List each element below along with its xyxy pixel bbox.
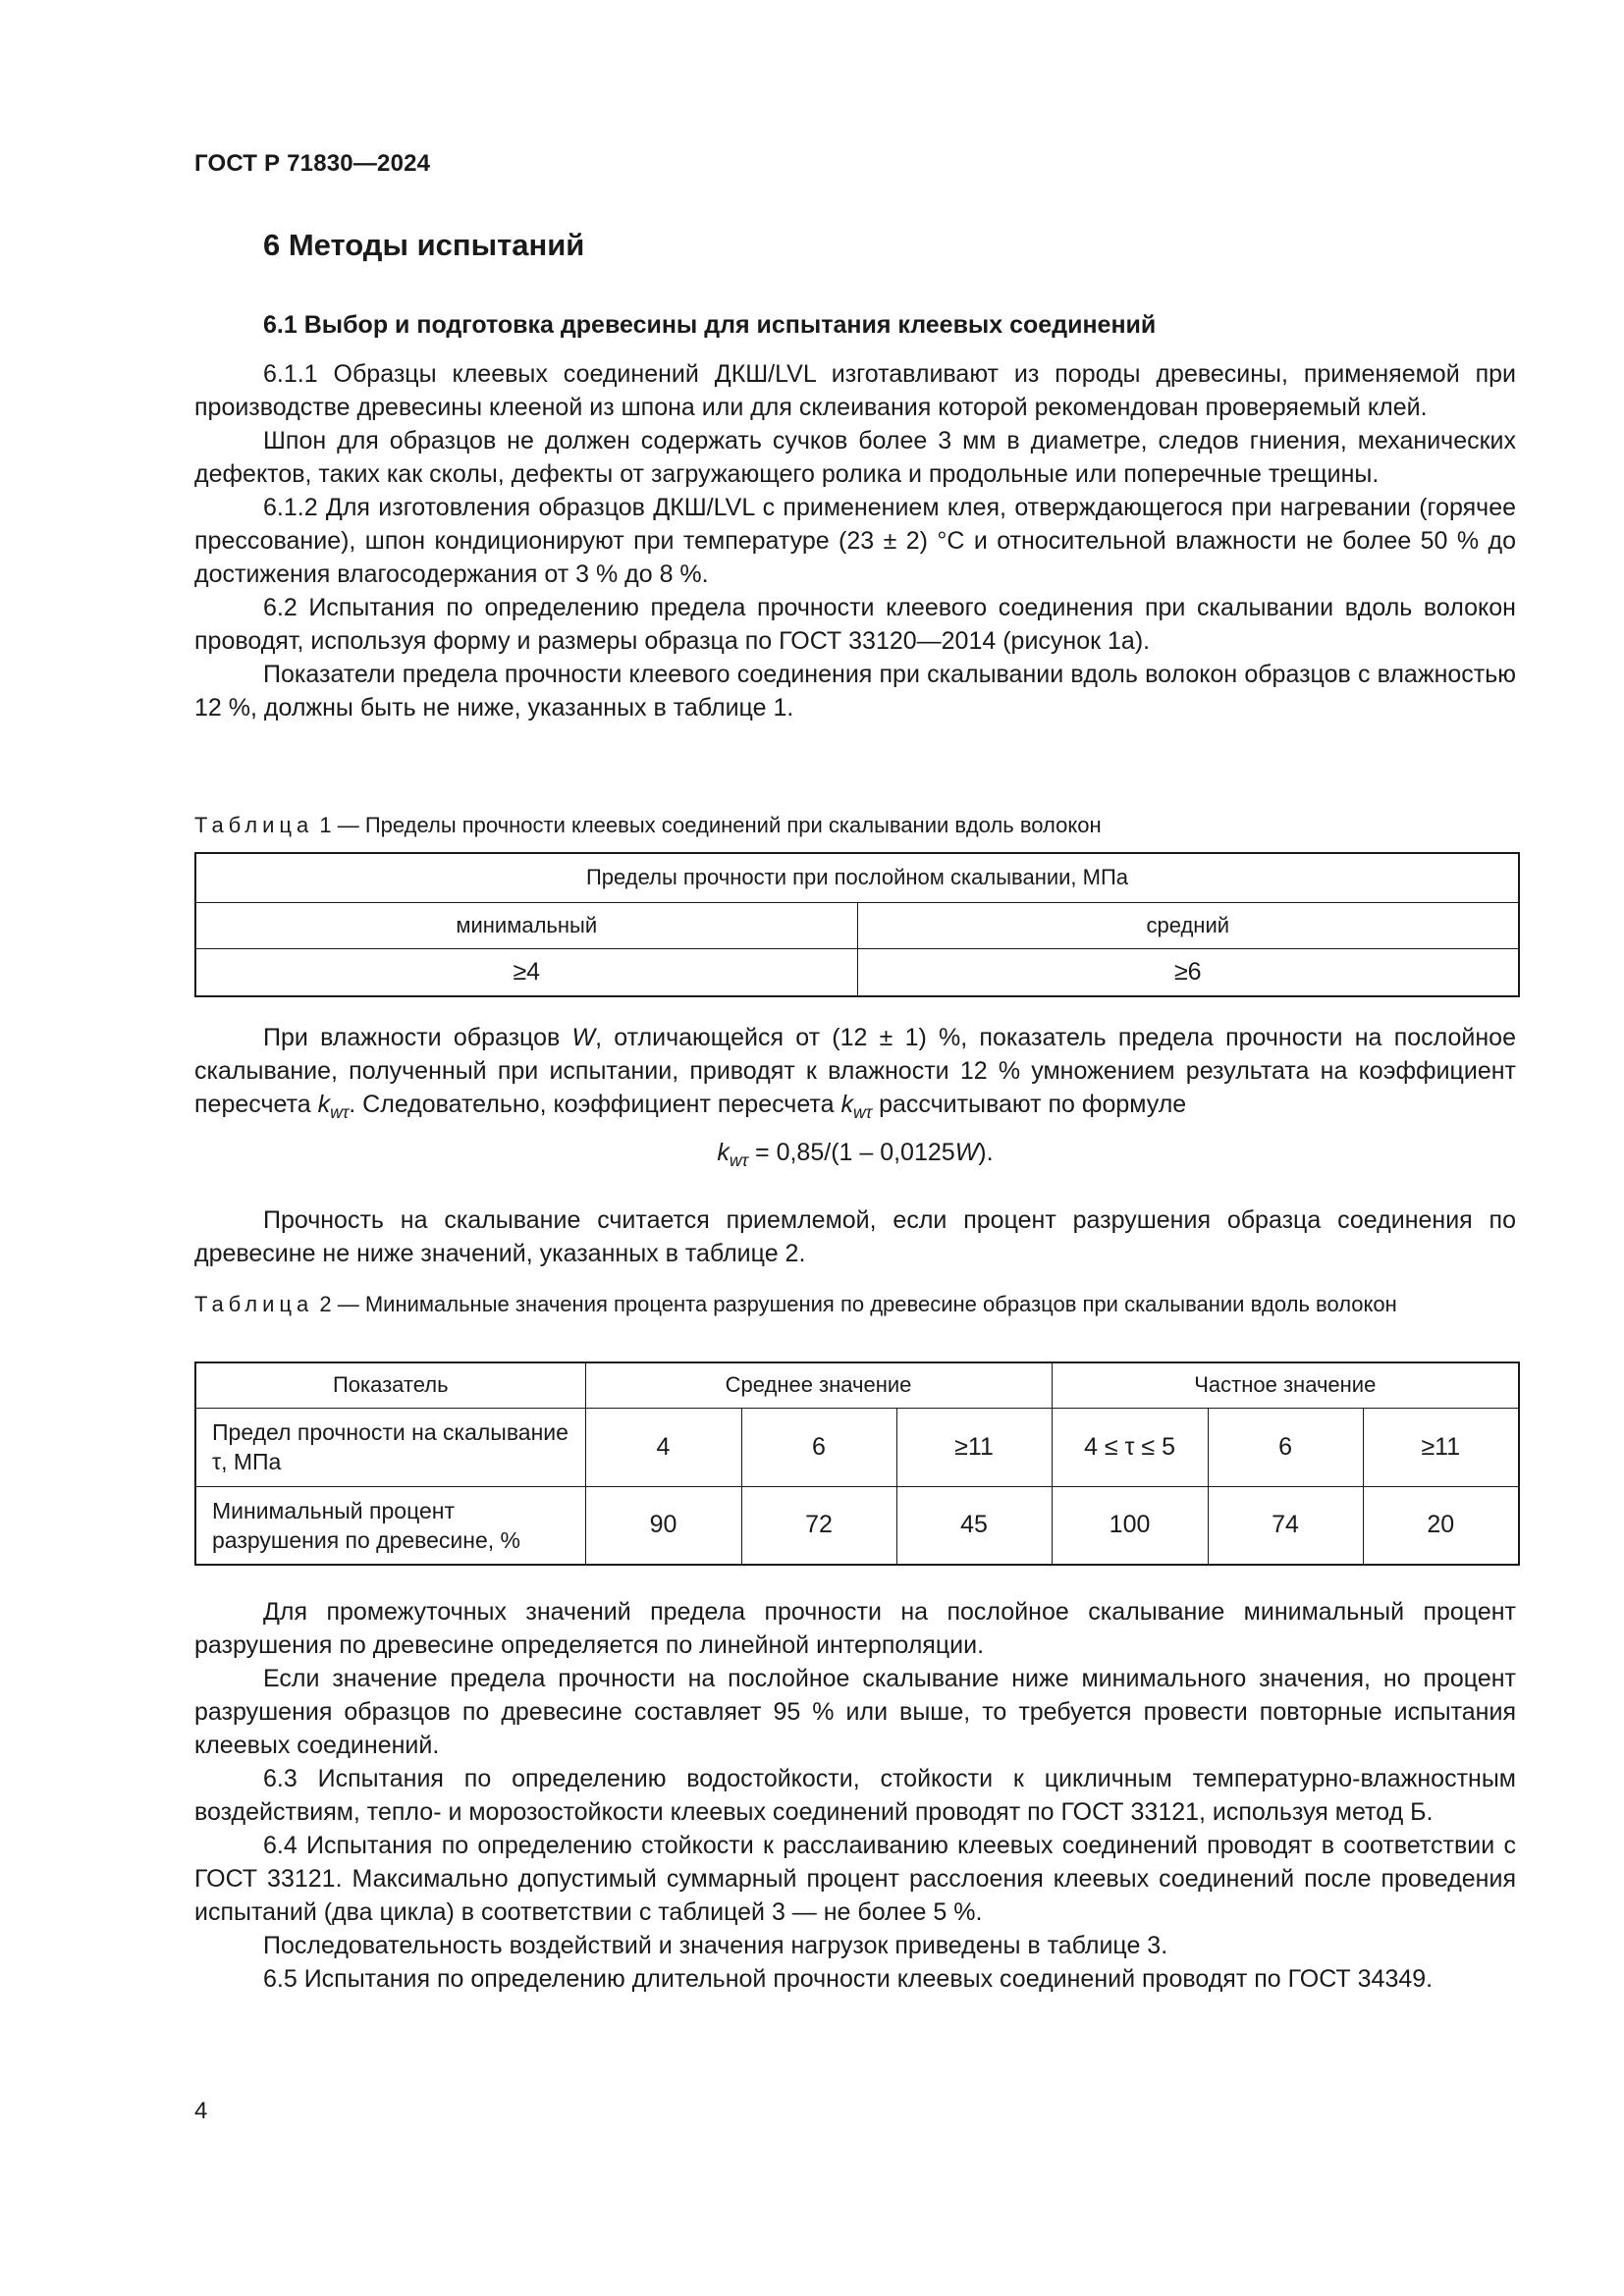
table2-row-label: Предел прочности на скалывание τ, МПа <box>195 1408 585 1486</box>
paragraph-6-5: 6.5 Испытания по определению длительной прочности клеевых соединений проводят по ГОСТ 34349. <box>263 1965 1434 1993</box>
text-block-d <box>194 1595 1516 1996</box>
table1-label: Таблица <box>194 813 314 837</box>
paragraph-6-1-2: 6.1.2 Для изготовления образцов ДКШ/LVL с применением клея, отверждающегося при нагревании (горячее прессование), шпон кондиционируют при температуре (23 ± 2) °С и относительной влажности не более 50 % до достижения влагосодержания от 3 % до 8 %. <box>194 494 1516 588</box>
paragraph-6-2: 6.2 Испытания по определению предела прочности клеевого соединения при скалывании вдоль волокон проводят, используя форму и размеры образца по ГОСТ 33120—2014 (рисунок 1а). <box>194 594 1516 655</box>
table2-cell: 74 <box>1208 1486 1363 1565</box>
table1-header: Пределы прочности при послойном скалывании, МПа <box>195 853 1519 902</box>
formula: $k_{w\tau} = 0,85/(1 - 0,0125W)$. <box>717 1139 994 1170</box>
paragraph-moisture: При влажности образцов W, отличающейся от (12 ± 1) %, показатель предела прочности на послойное скалывание, полученный при испытании, приводят к влажности 12 % умножением результата на коэффициент пересчета $k_{w\tau}$. Следовательно, коэффициент пересчета $k_{w\tau}$ рассчитывают по формуле <box>194 1024 1516 1122</box>
paragraph-6-1-1: 6.1.1 Образцы клеевых соединений ДКШ/LVL изготавливают из породы древесины, применяемой при производстве древесины клееной из шпона или для склеивания которой рекомендован проверяемый клей. <box>194 360 1516 421</box>
table2-cell: 4 ≤ τ ≤ 5 <box>1052 1408 1208 1486</box>
table2-row-label: Минимальный процент разрушения по древесине, % <box>195 1486 585 1565</box>
table2-header-partial: Частное значение <box>1052 1362 1519 1408</box>
table1 <box>194 852 1520 997</box>
section-title: 6 Методы испытаний <box>263 228 585 262</box>
paragraph-retest: Если значение предела прочности на послойное скалывание ниже минимального значения, но процент разрушения образцов по древесине составляет 95 % или выше, то требуется провести повторные испытания клеевых соединений. <box>194 1665 1516 1759</box>
table2-cell: 6 <box>1208 1408 1363 1486</box>
document-id: ГОСТ Р 71830—2024 <box>194 150 431 177</box>
paragraph-sequence: Последовательность воздействий и значения нагрузок приведены в таблице 3. <box>263 1932 1168 1959</box>
table2-cell: 100 <box>1052 1486 1208 1565</box>
table2-cell: ≥11 <box>1363 1408 1519 1486</box>
paragraph-6-4: 6.4 Испытания по определению стойкости к расслаиванию клеевых соединений проводят в соответствии с ГОСТ 33121. Максимально допустимый суммарный процент расслоения клеевых соединений после проведения испытаний (два цикла) в соответствии с таблицей 3 — не более 5 %. <box>194 1832 1516 1926</box>
table2-cell: 90 <box>585 1486 741 1565</box>
text-block-c <box>194 1203 1516 1270</box>
page-number: 4 <box>194 2098 208 2124</box>
paragraph-6-3: 6.3 Испытания по определению водостойкости, стойкости к цикличным температурно-влажностным воздействиям, тепло- и морозостойкости клеевых соединений проводят по ГОСТ 33121, используя метод Б. <box>194 1765 1516 1826</box>
table1-value-min: ≥4 <box>195 948 857 996</box>
table2 <box>194 1362 1520 1566</box>
text-block-a <box>194 357 1516 724</box>
table2-cell: 20 <box>1363 1486 1519 1565</box>
table1-col-min: минимальный <box>195 902 857 948</box>
text-block-b <box>194 1021 1516 1121</box>
table1-header-row <box>195 853 1519 902</box>
table2-cell: 4 <box>585 1408 741 1486</box>
table1-caption <box>194 811 1516 840</box>
table2-header-indicator: Показатель <box>195 1362 585 1408</box>
table2-header-average: Среднее значение <box>585 1362 1052 1408</box>
table2-cell: 45 <box>896 1486 1052 1565</box>
subsection-title: 6.1 Выбор и подготовка древесины для испытания клеевых соединений <box>263 311 1157 339</box>
table2-row-strength <box>195 1408 1519 1486</box>
table2-cell: ≥11 <box>896 1408 1052 1486</box>
table2-cell: 6 <box>741 1408 896 1486</box>
paragraph-shear-acceptance: Прочность на скалывание считается приемлемой, если процент разрушения образца соединения по древесине не ниже значений, указанных в таблице 2. <box>194 1206 1516 1267</box>
paragraph-veneer: Шпон для образцов не должен содержать сучков более 3 мм в диаметре, следов гниения, механических дефектов, таких как сколы, дефекты от загружающего ролика и продольные или поперечные трещины. <box>194 427 1516 488</box>
table2-row-wood-failure <box>195 1486 1519 1565</box>
table2-caption-text: 2 — Минимальные значения процента разрушения по древесине образцов при скалывании вдоль волокон <box>313 1292 1397 1316</box>
table2-caption <box>194 1290 1516 1319</box>
paragraph-interpolation: Для промежуточных значений предела прочности на послойное скалывание минимальный процент разрушения по древесине определяется по линейной интерполяции. <box>194 1598 1516 1659</box>
table1-col-avg: средний <box>857 902 1519 948</box>
table2-cell: 72 <box>741 1486 896 1565</box>
paragraph-strength-indicators: Показатели предела прочности клеевого соединения при скалывании вдоль волокон образцов с влажностью 12 %, должны быть не ниже, указанных в таблице 1. <box>194 661 1516 721</box>
table1-values-row <box>195 948 1519 996</box>
table2-header-row <box>195 1362 1519 1408</box>
table1-value-avg: ≥6 <box>857 948 1519 996</box>
table1-columns-row <box>195 902 1519 948</box>
table2-label: Таблица <box>194 1292 314 1316</box>
table1-caption-text: 1 — Пределы прочности клеевых соединений при скалывании вдоль волокон <box>313 813 1102 837</box>
